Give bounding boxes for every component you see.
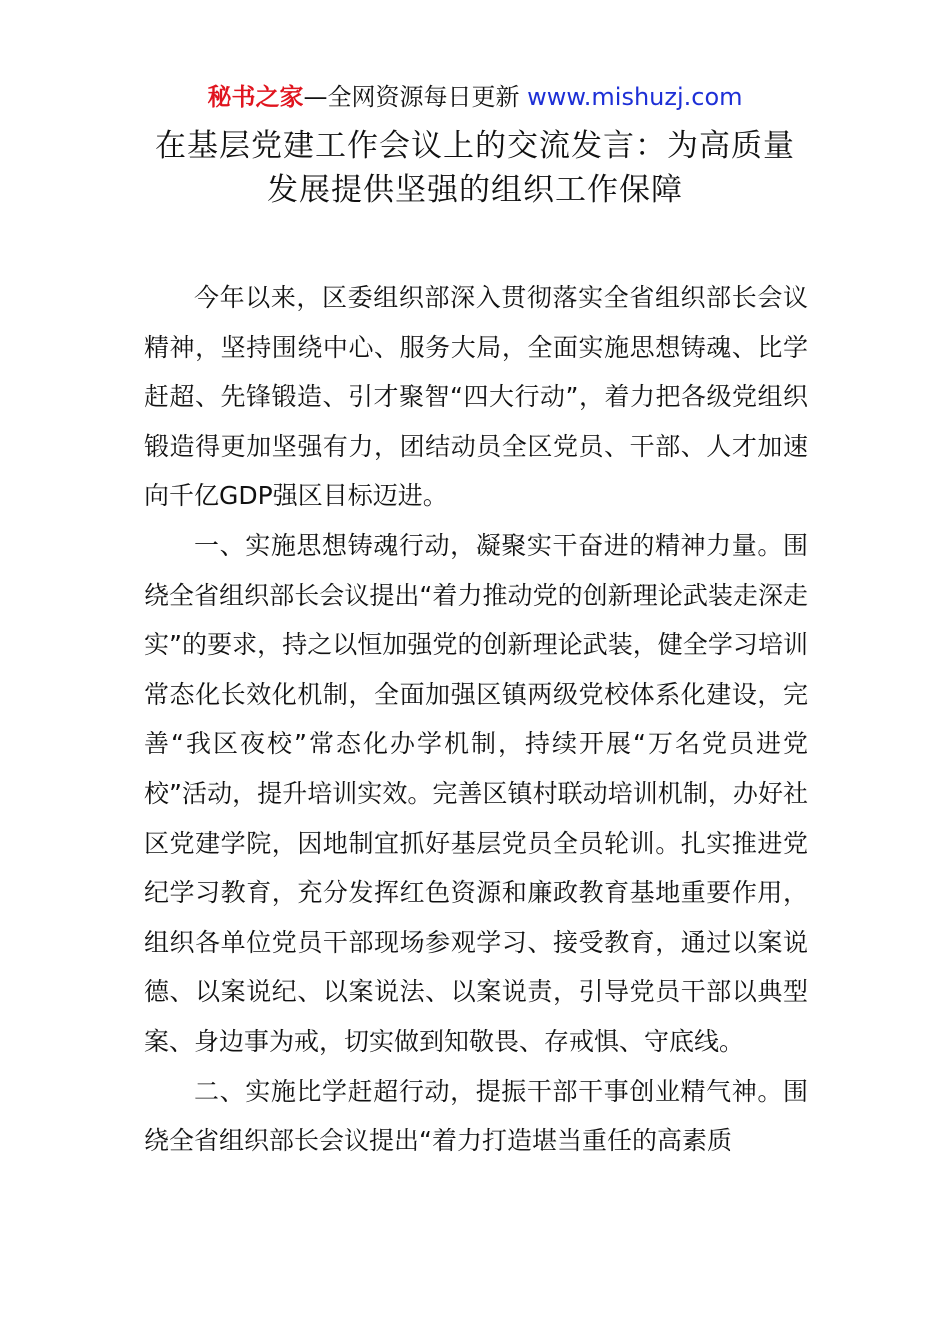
paragraph-section-1: 一、实施思想铸魂行动，凝聚实干奋进的精神力量。围绕全省组织部长会议提出“着力推动党的创新理论武装走深走实”的要求，持之以恒加强党的创新理论武装，健全学习培训常态化长效化机制，全面加强区镇两级党校体系化建设，完善“我区夜校”常态化办学机制，持续开展“万名党员进党校”活动，提升培训实效。完善区镇村联动培训机制，办好社区党建学院，因地制宜抓好基层党员全员轮训。扎实推进党纪学习教育，充分发挥红色资源和廉政教育基地重要作用，组织各单位党员干部现场参观学习、接受教育，通过以案说德、以案说纪、以案说法、以案说责，引导党员干部以典型案、身边事为戒，切实做到知敬畏、存戒惧、守底线。 <box>144 530 808 1056</box>
paragraph-intro: 今年以来，区委组织部深入贯彻落实全省组织部长会议精神，坚持围绕中心、服务大局，全面实施思想铸魂、比学赶超、先锋锻造、引才聚智“四大行动”，着力把各级党组织锻造得更加坚强有力，团结动员全区党员、干部、人才加速向千亿GDP强区目标迈进。 <box>144 283 808 511</box>
document-body <box>144 273 808 1166</box>
site-brand: 秘书之家 <box>207 83 304 111</box>
site-header <box>0 80 950 114</box>
site-tagline: —全网资源每日更新 <box>303 83 528 111</box>
document-title <box>0 124 950 212</box>
title-line-2: 发展提供坚强的组织工作保障 <box>267 172 683 208</box>
title-line-1: 在基层党建工作会议上的交流发言：为高质量 <box>155 128 795 164</box>
site-url-link[interactable]: www.mishuzj.com <box>527 83 743 111</box>
paragraph-section-2: 二、实施比学赶超行动，提振干部干事创业精气神。围绕全省组织部长会议提出“着力打造堪当重任的高素质 <box>144 1076 808 1156</box>
